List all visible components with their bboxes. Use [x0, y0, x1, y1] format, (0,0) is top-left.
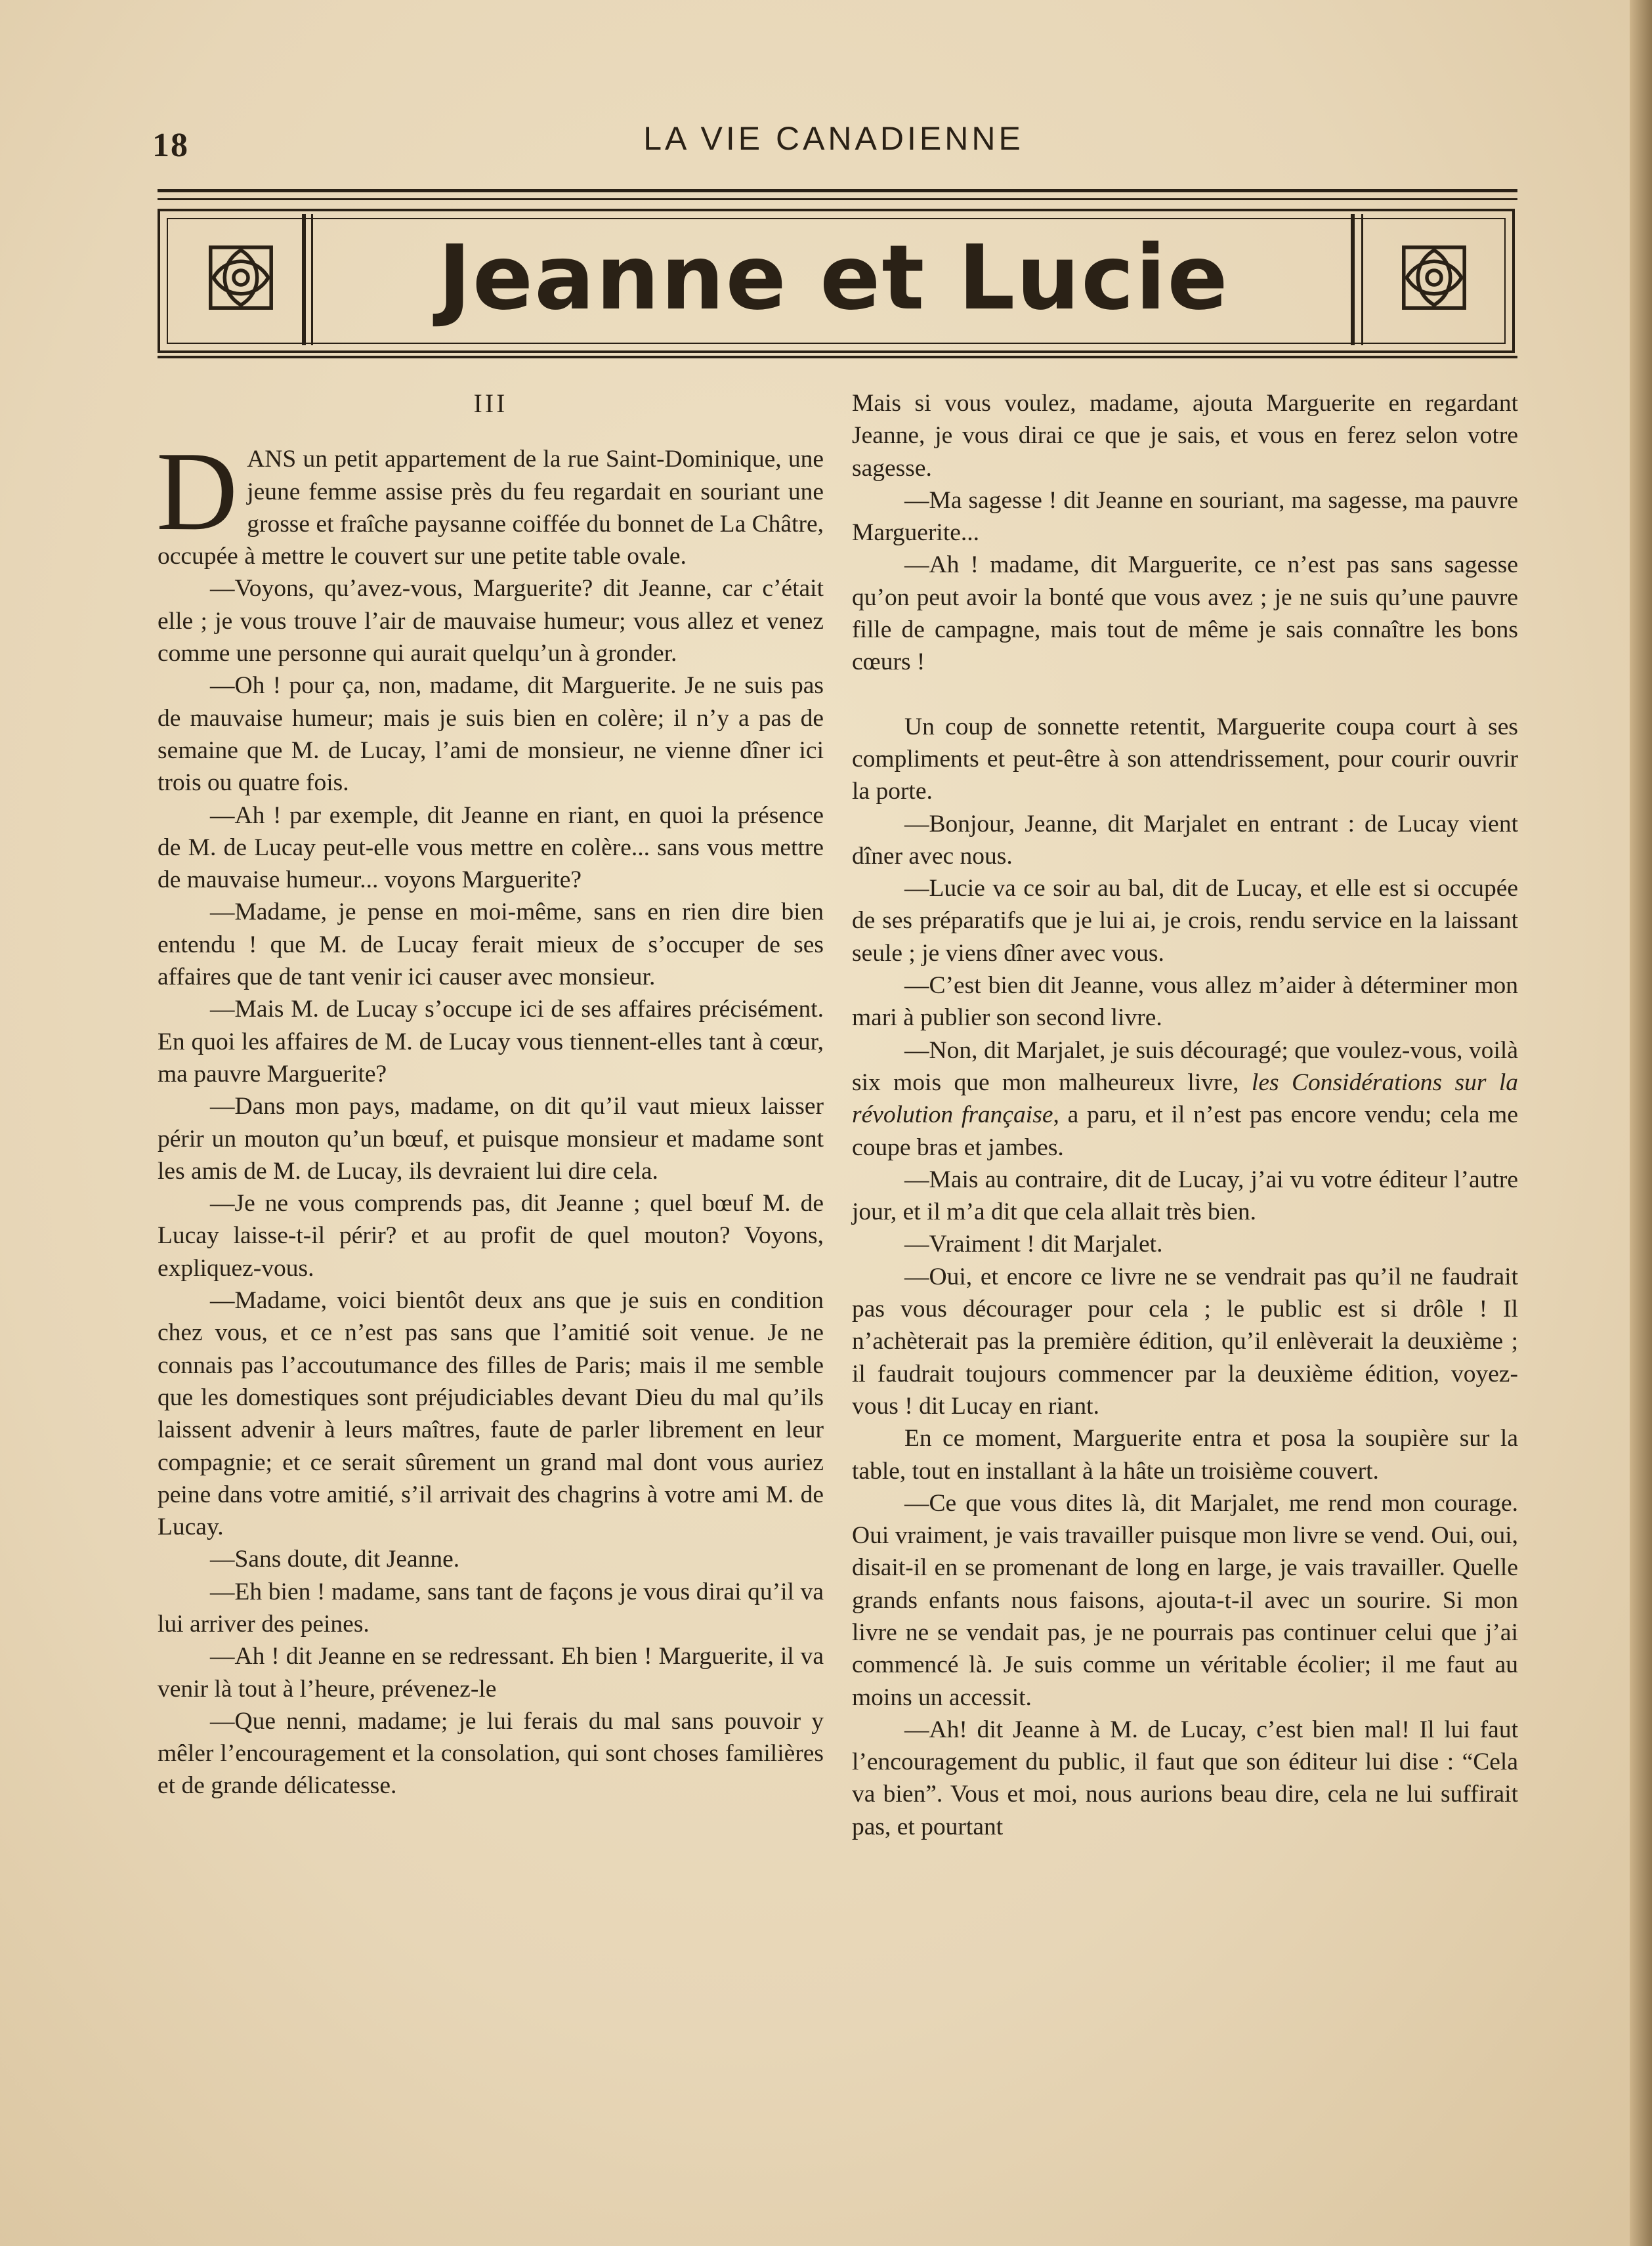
title-banner [158, 189, 1517, 362]
paragraph: —Ah ! par exemple, dit Jeanne en riant, en quoi la présence de M. de Lucay peut-elle vous mettre en colère... sans vous mettre de mauvaise humeur... voyons Marguerite? [158, 801, 824, 894]
article-title: Jeanne et Lucie [438, 226, 1229, 330]
paragraph: —Oh ! pour ça, non, madame, dit Marguerite. Je ne suis pas de mauvaise humeur; mais je suis bien en colère; il n’y a pas de semaine que M. de Lucay, l’ami de monsieur, ne vienne dîner ici trois ou quatre fois. [158, 672, 824, 797]
paragraph: —Ce que vous dites là, dit Marjalet, me rend mon courage. Oui vraiment, je vais travailler puisque mon livre se vend. Oui, oui, disait-il en se promenant de long en large, je vais travailler. Quelle grands enfants nous faisons, ajouta-t-il avec un sourire. Si mon livre ne se vendait pas, je ne pourrais pas continuer celui que j’ai commencé là. Je suis comme un véritable écolier; il me faut au moins un accessit. [852, 1489, 1518, 1711]
paragraph: —Oui, et encore ce livre ne se vendrait pas qu’il ne faudrait pas vous décourager pour cela ; le public est si drôle ! Il n’achèterait pas la première édition, qu’il enlèverait la deuxième ; il faudrait toujours commencer par la deuxième édition, voyez-vous ! dit Lucay en riant. [852, 1263, 1518, 1420]
text-column-right [852, 387, 1518, 1843]
banner-rule-bottom [158, 356, 1517, 358]
paragraph: —Ah! dit Jeanne à M. de Lucay, c’est bien mal! Il lui faut l’encouragement du public, il faut que son éditeur lui dise : “Cela va bien”. Vous et moi, nous aurions beau dire, cela ne lui suffirait pas, et pourtant [852, 1716, 1518, 1840]
banner-divider-left-thin [311, 214, 313, 345]
paragraph: Mais si vous voulez, madame, ajouta Marguerite en regardant Jeanne, je vous dirai ce que je sais, et vous en ferez selon votre sagesse. [852, 390, 1518, 482]
paragraph: —Je ne vous comprends pas, dit Jeanne ; quel bœuf M. de Lucay laisse-t-il périr? et au profit de quel mouton? Voyons, expliquez-vous. [158, 1190, 824, 1282]
banner-divider-right [1351, 214, 1355, 345]
section-number: III [473, 389, 508, 418]
paragraph: —Sans doute, dit Jeanne. [210, 1546, 460, 1573]
page-edge [1630, 0, 1652, 2246]
paragraph: —Lucie va ce soir au bal, dit de Lucay, et elle est si occupée de ses préparatifs que je lui ai, je crois, rendu service en la laissant seule ; je viens dîner avec vous. [852, 875, 1518, 967]
paragraph: Un coup de sonnette retentit, Marguerite coupa court à ses compliments et peut-être à son attendrissement, pour courir ouvrir la porte. [852, 713, 1518, 805]
paragraph: —Ma sagesse ! dit Jeanne en souriant, ma sagesse, ma pauvre Marguerite... [852, 486, 1518, 547]
running-title: LA VIE CANADIENNE [643, 120, 1024, 157]
drop-cap: D [156, 429, 238, 555]
text-column-left [158, 387, 824, 1802]
paragraph: En ce moment, Marguerite entra et posa la soupière sur la table, tout en installant à la hâte un troisième couvert. [852, 1425, 1518, 1485]
paragraph: —Non, dit Marjalet, je suis découragé; que voulez-vous, voilà six mois que mon malheureux livre, les Considérations sur la révolution française, a paru, et il n’est pas encore vendu; cela me coupe bras et jambes. [852, 1036, 1519, 1161]
banner-rule-top [158, 189, 1517, 192]
paragraph: —Dans mon pays, madame, on dit qu’il vaut mieux laisser périr un mouton qu’un bœuf, et puisque monsieur et madame sont les amis de M. de Lucay, ils devraient lui dire cela. [158, 1093, 824, 1185]
paragraph: —Ah ! dit Jeanne en se redressant. Eh bien ! Marguerite, il va venir là tout à l’heure, prévenez-le [158, 1643, 824, 1703]
celtic-knot-ornament-icon [205, 242, 277, 314]
banner-divider-left [302, 214, 306, 345]
paragraph: —Bonjour, Jeanne, dit Marjalet en entrant : de Lucay vient dîner avec nous. [852, 810, 1518, 870]
paragraph: DANS un petit appartement de la rue Saint-Dominique, une jeune femme assise près du feu regardait en souriant une grosse et fraîche paysanne coiffée du bonnet de La Châtre, occupée à mettre le couvert sur une petite table ovale. [156, 429, 824, 570]
page-number: 18 [152, 127, 189, 164]
banner-divider-right-thin [1361, 214, 1363, 345]
celtic-knot-ornament-icon [1398, 242, 1470, 314]
paragraph: —Mais au contraire, dit de Lucay, j’ai vu votre éditeur l’autre jour, et il m’a dit que cela allait très bien. [852, 1166, 1518, 1226]
paragraph: —Mais M. de Lucay s’occupe ici de ses affaires précisément. En quoi les affaires de M. de Lucay vous tiennent-elles tant à cœur, ma pauvre Marguerite? [158, 996, 824, 1088]
paragraph: —C’est bien dit Jeanne, vous allez m’aider à déterminer mon mari à publier son second livre. [852, 972, 1518, 1032]
book-title: les Considérations sur la révolution française [852, 1069, 1519, 1129]
paragraph: —Madame, je pense en moi-même, sans en rien dire bien entendu ! que M. de Lucay ferait mieux de s’occuper de ses affaires que de tant venir ici causer avec monsieur. [158, 899, 824, 991]
banner-rule-top-thin [158, 198, 1517, 200]
paragraph: —Voyons, qu’avez-vous, Marguerite? dit Jeanne, car c’était elle ; je vous trouve l’air de mauvaise humeur; vous allez et venez comme une personne qui aurait quelqu’un à gronder. [158, 575, 824, 667]
paragraph: —Eh bien ! madame, sans tant de façons je vous dirai qu’il va lui arriver des peines. [158, 1578, 824, 1638]
paragraph: —Vraiment ! dit Marjalet. [904, 1231, 1163, 1258]
paragraph: —Madame, voici bientôt deux ans que je suis en condition chez vous, et ce n’est pas sans que l’amitié soit venue. Je ne connais pas l’accoutumance des filles de Paris; mais il me semble que les domestiques sont préjudiciables devant Dieu du mal qu’ils laissent advenir à leurs maîtres, faute de parler librement en leur compagnie; et ce serait sûrement un grand mal dont vous auriez peine dans votre amitié, s’il arrivait des chagrins à votre ami M. de Lucay. [158, 1287, 824, 1541]
paragraph: —Ah ! madame, dit Marguerite, ce n’est pas sans sagesse qu’on peut avoir la bonté que vous avez ; je ne suis qu’une pauvre fille de campagne, mais tout de même je sais connaître les bons cœurs ! [852, 551, 1518, 676]
paragraph: —Que nenni, madame; je lui ferais du mal sans pouvoir y mêler l’encouragement et la consolation, qui sont choses familières et de grande délicatesse. [158, 1707, 824, 1800]
